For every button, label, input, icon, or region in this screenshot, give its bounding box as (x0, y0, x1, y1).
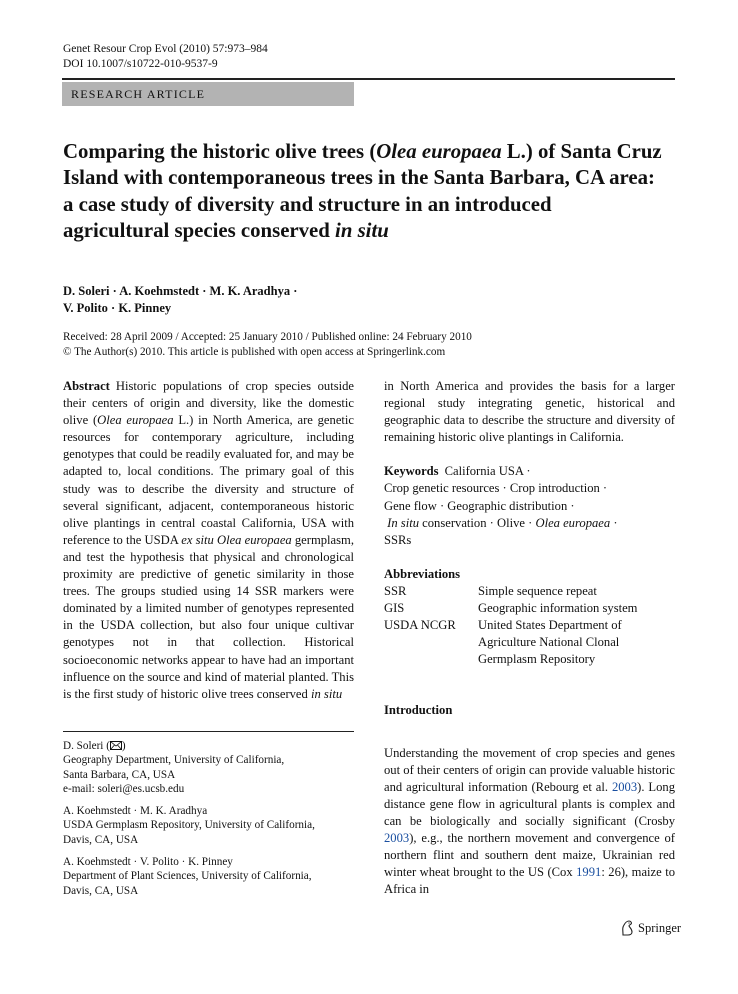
citation-link[interactable]: 2003 (611, 779, 638, 794)
right-column (384, 378, 675, 898)
abbreviations-heading: Abbreviations (384, 566, 461, 581)
abstract-continued: in North America and provides the basis for a larger regional study integrating genetic, historical and geographic data to describe the structure and diversity of remaining historic olive plantings in California. (384, 379, 675, 445)
doi: DOI 10.1007/s10722-010-9537-9 (63, 57, 218, 70)
publisher-name: Springer (638, 920, 682, 935)
journal-header (63, 42, 268, 71)
abbreviation-row: USDA NCGR United States Department of Agriculture National Clonal Germplasm Repository (384, 618, 622, 667)
article-title: Comparing the historic olive trees (Olea europaea L.) of Santa Cruz Island with contemporaneous trees in the Santa Barbara, CA area: a case study of diversity and structure in an introduced agricultural species conserved in situ (63, 140, 662, 242)
author-line-2: V. Polito · K. Pinney (63, 301, 172, 315)
abbreviation-row: SSR Simple sequence repeat (384, 583, 597, 598)
header-rule (62, 78, 675, 80)
abbreviations (384, 566, 675, 669)
dates-line: Received: 28 April 2009 / Accepted: 25 January 2010 / Published online: 24 February 2010 (63, 331, 472, 343)
abstract: Abstract Historic populations of crop species outside their centers of origin and diversity, like the domestic olive (Olea europaea L.) in North America, are genetic resources for contemporary agriculture, including genotypes that could be readily evaluated for, and may be adapted to, local conditions. The primary goal of this study was to describe the diversity and structure of several significant, adjacent, contemporaneous historic olive plantings in central coastal California, USA with reference to the USDA ex situ Olea europaea germplasm, and test the hypothesis that physical and chronological proximity are predictive of genetic similarity in those trees. The groups studied using 14 SSR markers were dominated by a limited number of genotypes represented in the USDA collection, but also four unique cultivar genotypes not in that collection. Historical socioeconomic networks appear to have had an important influence on the source and kind of material planted. This is the first study of historic olive trees conserved in situ (63, 379, 354, 701)
introduction-text: Understanding the movement of crop species and genes out of their centers of origin can provide valuable historic and agricultural information (Rebourg et al. 2003). Long distance gene flow in agricultural plants is complex and can be biologically and socially significant (Crosby 2003), e.g., the northern movement and convergence of northern flint and southern dent maize, Ukrainian red winter wheat brought to the US (Cox 1991: 26), maize to Africa in (384, 745, 675, 897)
article-type-label: RESEARCH ARTICLE (71, 87, 206, 101)
keywords: Keywords California USA · Crop genetic resources · Crop introduction · Gene flow · Geographic distribution · In situ conservation · Olive · Olea europaea · SSRs (384, 464, 618, 547)
affiliation-2: A. Koehmstedt · M. K. Aradhya USDA Germplasm Repository, University of California, Davis, CA, USA (63, 805, 315, 846)
citation-link[interactable]: 1991 (576, 865, 602, 880)
article-type-banner (62, 82, 354, 106)
springer-horse-icon (620, 920, 634, 936)
author-list (63, 283, 297, 317)
abstract-label: Abstract (63, 379, 110, 393)
author-line-1: D. Soleri · A. Koehmstedt · M. K. Aradhya · (63, 284, 298, 298)
copyright-line: © The Author(s) 2010. This article is published with open access at Springerlink.com (63, 345, 446, 358)
affiliation-3: A. Koehmstedt · V. Polito · K. Pinney Department of Plant Sciences, University of California, Davis, CA, USA (63, 856, 312, 897)
citation-link[interactable]: 2003 (384, 830, 410, 845)
abbreviation-row: GIS Geographic information system (384, 601, 638, 616)
publication-dates (63, 330, 472, 359)
publisher-logo (620, 920, 681, 936)
journal-citation: Genet Resour Crop Evol (2010) 57:973–984 (63, 43, 268, 55)
email-link[interactable]: e-mail: soleri@es.ucsb.edu (63, 783, 185, 796)
keywords-label: Keywords (384, 464, 439, 479)
affiliation-1: D. Soleri ( ) Geography Department, University of California, Santa Barbara, CA, USA e-mail: soleri@es.ucsb.edu (63, 739, 354, 797)
envelope-icon[interactable] (110, 741, 122, 750)
footnote-rule (63, 731, 354, 732)
introduction-heading: Introduction (384, 703, 453, 718)
